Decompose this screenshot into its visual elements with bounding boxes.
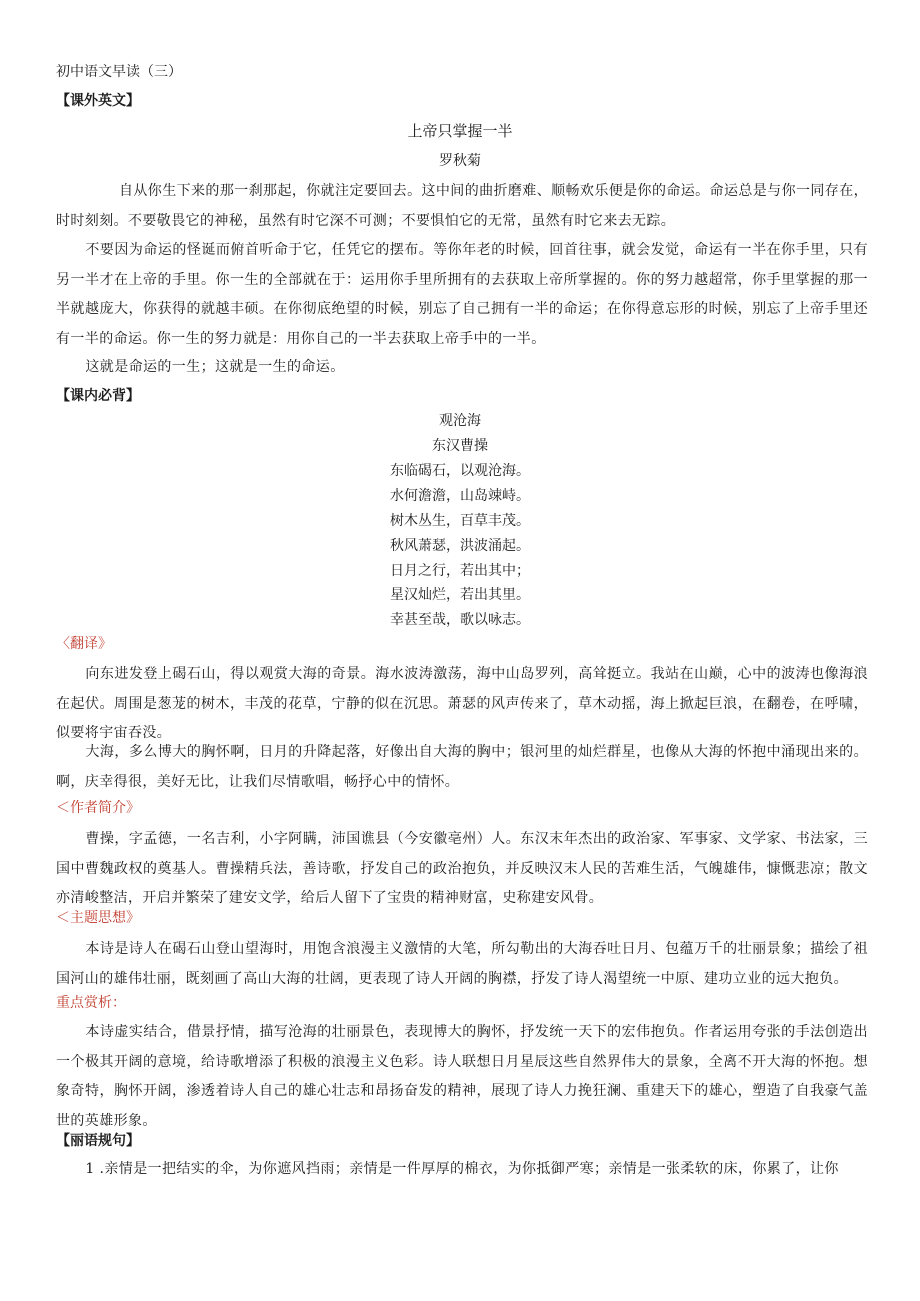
poem-line: 秋风萧瑟，洪波涌起。: [390, 538, 530, 554]
article-paragraph-1: 自从你生下来的那一刹那起，你就注定要回去。这中间的曲折磨难、顺畅欢乐便是你的命运。命运总是与你一同存在，时时刻刻。不要敬畏它的神秘，虽然有时它深不可测；不要惧怕它的无常，虽然有时它来去无踪。: [56, 183, 868, 229]
poem-line: 星汉灿烂，若出其里。: [390, 587, 530, 603]
doc-title: 初中语文早读（三）: [56, 64, 182, 80]
poem-line: 树木丛生，百草丰茂。: [390, 513, 530, 529]
section-heading-required: 【课内必背】: [56, 388, 140, 404]
appreciation-label: 重点赏析：: [56, 995, 126, 1011]
author-intro-label: ＜作者简介》: [56, 800, 140, 816]
poem-line: 日月之行，若出其中；: [390, 563, 530, 579]
poem-line: 水何澹澹，山岛竦峙。: [390, 488, 530, 504]
article-title: 上帝只掌握一半: [407, 122, 513, 140]
poem-line: 东临碣石，以观沧海。: [390, 463, 530, 479]
poem-line: 幸甚至哉，歌以咏志。: [390, 612, 530, 628]
translation-paragraph-1: 向东进发登上碣石山，得以观赏大海的奇景。海水波涛激荡，海中山岛罗列，高耸挺立。我站在山巅，心中的波涛也像海浪在起伏。周围是葱茏的树木，丰茂的花草，宁静的似在沉思。萧瑟的风声传来了，草木动摇，海上掀起巨浪，在翻卷，在呼啸，似要将宇宙吞没。: [56, 666, 868, 741]
section-heading-sentences: 【丽语规句】: [56, 1133, 140, 1149]
translation-label: 〈翻译》: [56, 636, 112, 652]
article-paragraph-2: 不要因为命运的怪诞而俯首听命于它，任凭它的摆布。等你年老的时候，回首往事，就会发觉，命运有一半在你手里，只有另一半才在上帝的手里。你一生的全部就在于：运用你手里所拥有的去获取上帝所掌握的。你的努力越超常，你手里掌握的那一半就越庞大，你获得的就越丰硕。在你彻底绝望的时候，别忘了自己拥有一半的命运；在你得意忘形的时候，别忘了上帝手里还有一半的命运。你一生的努力就是：用你自己的一半去获取上帝手中的一半。: [56, 242, 868, 347]
author-intro-text: 曹操，字孟德，一名吉利，小字阿瞒，沛国谯县（今安徽亳州）人。东汉末年杰出的政治家、军事家、文学家、书法家，三国中曹魏政权的奠基人。曹操精兵法，善诗歌，抒发自己的政治抱负，并反映汉末人民的苦难生活，气魄雄伟，慷慨悲凉；散文亦清峻整洁，开启并繁荣了建安文学，给后人留下了宝贵的精神财富，史称建安风骨。: [56, 831, 868, 906]
poem-title: 观沧海: [439, 413, 481, 429]
translation-paragraph-2: 大海，多么博大的胸怀啊，日月的升降起落，好像出自大海的胸中；银河里的灿烂群星，也像从大海的怀抱中涌现出来的。啊，庆幸得很，美好无比，让我们尽情歌唱，畅抒心中的情怀。: [56, 744, 868, 790]
appreciation-text: 本诗虚实结合，借景抒情，描写沧海的壮丽景色，表现博大的胸怀，抒发统一天下的宏伟抱负。作者运用夸张的手法创造出一个极其开阔的意境，给诗歌增添了积极的浪漫主义色彩。诗人联想日月星辰这些自然界伟大的景象，全离不开大海的怀抱。想象奇特，胸怀开阔，渗透着诗人自己的雄心壮志和昂扬奋发的精神，展现了诗人力挽狂澜、重建天下的雄心，塑造了自我豪气盖世的英雄形象。: [56, 1024, 868, 1129]
section-heading-extra: 【课外英文】: [56, 93, 140, 109]
theme-label: ＜主题思想》: [56, 910, 140, 926]
sentence-item-1: 1 .亲情是一把结实的伞，为你遮风挡雨；亲情是一件厚厚的棉衣，为你抵御严寒；亲情是一张柔软的床，你累了，让你: [85, 1161, 839, 1177]
theme-text: 本诗是诗人在碣石山登山望海时，用饱含浪漫主义激情的大笔，所勾勒出的大海吞吐日月、包蕴万千的壮丽景象；描绘了祖国河山的雄伟壮丽，既刻画了高山大海的壮阔，更表现了诗人开阔的胸襟，抒发了诗人渴望统一中原、建功立业的远大抱负。: [56, 941, 868, 987]
article-author: 罗秋菊: [439, 153, 481, 169]
poem-author: 东汉曹操: [432, 438, 488, 454]
article-paragraph-3: 这就是命运的一生；这就是一生的命运。: [85, 359, 345, 375]
